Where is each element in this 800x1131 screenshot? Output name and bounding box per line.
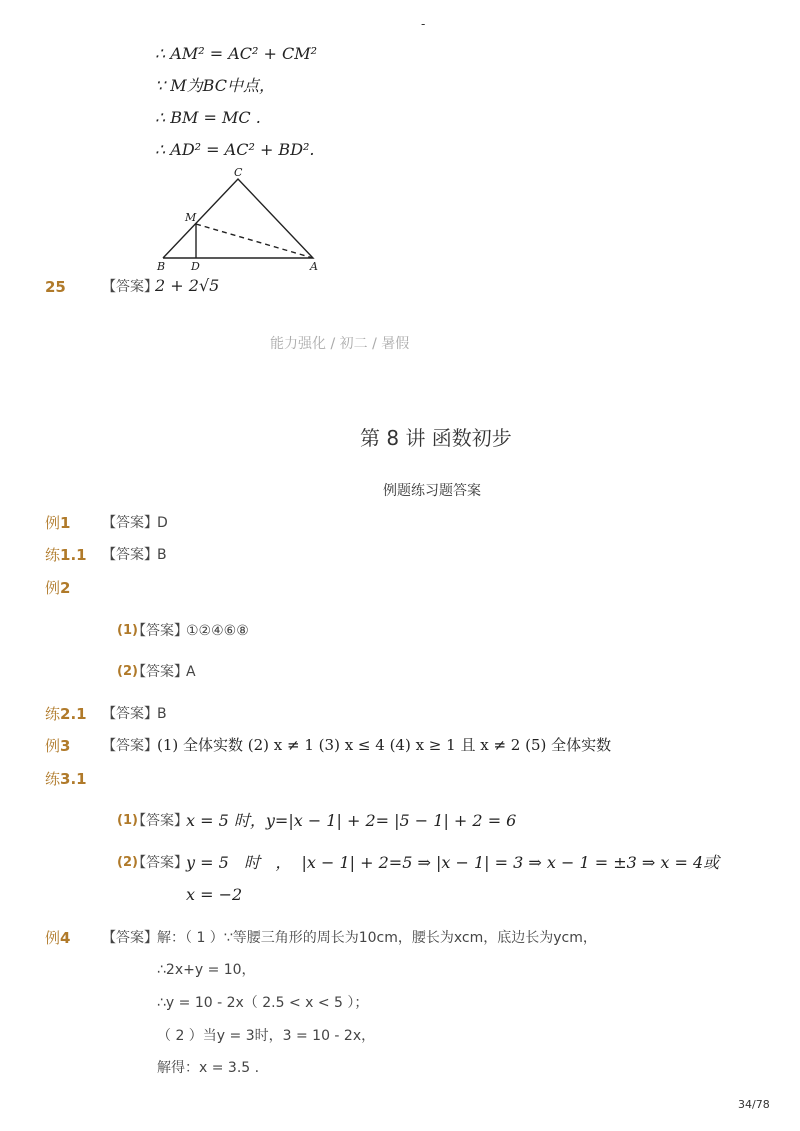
answer-tag: 【答案】 <box>102 930 158 946</box>
answer-value: B <box>157 706 167 722</box>
sub-number: (1) <box>117 813 138 828</box>
page-number: 34/78 <box>738 1098 770 1111</box>
proof-line: ∴ AD² = AC² + BD². <box>155 140 315 159</box>
answer-tag: 【答案】 <box>102 279 158 295</box>
lecture-title: 第 8 讲 函数初步 <box>360 426 512 450</box>
answer-value: y = 5 时 ， |x − 1| + 2=5 ⇒ |x − 1| = 3 ⇒ x − 1 = ±3 ⇒ x = 4或 <box>186 853 720 872</box>
solution-line: ∴y = 10 - 2x（ 2.5 < x < 5 ）； <box>157 995 369 1011</box>
answer-tag: 【答案】 <box>132 855 188 871</box>
answer-tag: 【答案】 <box>102 547 158 563</box>
sub-number: (1) <box>117 623 138 638</box>
proof-line: ∵ M为BC中点， <box>155 76 275 95</box>
answer-tag: 【答案】 <box>102 738 158 754</box>
item-label: 例2 <box>45 579 71 597</box>
section-title: 例题练习题答案 <box>383 483 481 499</box>
answer-value: x = 5 时，y=|x − 1| + 2= |5 − 1| + 2 = 6 <box>186 811 517 830</box>
item-label: 练1.1 <box>45 546 87 564</box>
answer-value: D <box>157 515 168 531</box>
solution-line: 解得：x = 3.5 . <box>157 1060 260 1076</box>
answer-value: (1) 全体实数 (2) x ≠ 1 (3) x ≤ 4 (4) x ≥ 1 且 x ≠ 2 (5) 全体实数 <box>157 736 612 754</box>
item-label: 例3 <box>45 737 71 755</box>
sub-number: (2) <box>117 855 138 870</box>
item-label: 练2.1 <box>45 705 87 723</box>
answer-value-cont: x = −2 <box>186 885 243 904</box>
label-a: A <box>310 260 318 273</box>
answer-value: 2 + 2√5 <box>155 276 220 295</box>
solution-line: （ 2 ）当y = 3时，3 = 10 - 2x， <box>157 1028 376 1044</box>
triangle-figure <box>150 162 330 277</box>
breadcrumb: 能力强化 / 初二 / 暑假 <box>270 336 410 352</box>
solution-line: ∴2x+y = 10， <box>157 962 256 978</box>
label-m: M <box>185 211 197 224</box>
segment-ma <box>196 224 313 258</box>
item-label: 练3.1 <box>45 770 87 788</box>
sub-number: (2) <box>117 664 138 679</box>
answer-tag: 【答案】 <box>102 515 158 531</box>
item-label: 例1 <box>45 514 71 532</box>
header-mark: - <box>421 17 426 31</box>
label-b: B <box>157 260 166 273</box>
answer-value: B <box>157 547 167 563</box>
answer-tag: 【答案】 <box>132 813 188 829</box>
proof-line: ∴ AM² = AC² + CM² <box>155 44 318 63</box>
label-c: C <box>234 166 243 179</box>
proof-line: ∴ BM = MC . <box>155 108 261 127</box>
answer-value: A <box>186 664 196 680</box>
item-label: 例4 <box>45 929 71 947</box>
answer-value: ①②④⑥⑧ <box>186 623 249 639</box>
label-d: D <box>191 260 200 273</box>
answer-tag: 【答案】 <box>132 623 188 639</box>
answer-tag: 【答案】 <box>102 706 158 722</box>
answer-tag: 【答案】 <box>132 664 188 680</box>
question-number: 25 <box>45 278 66 296</box>
solution-line: 解：（ 1 ）∵等腰三角形的周长为10cm，腰长为xcm，底边长为ycm， <box>157 930 597 946</box>
